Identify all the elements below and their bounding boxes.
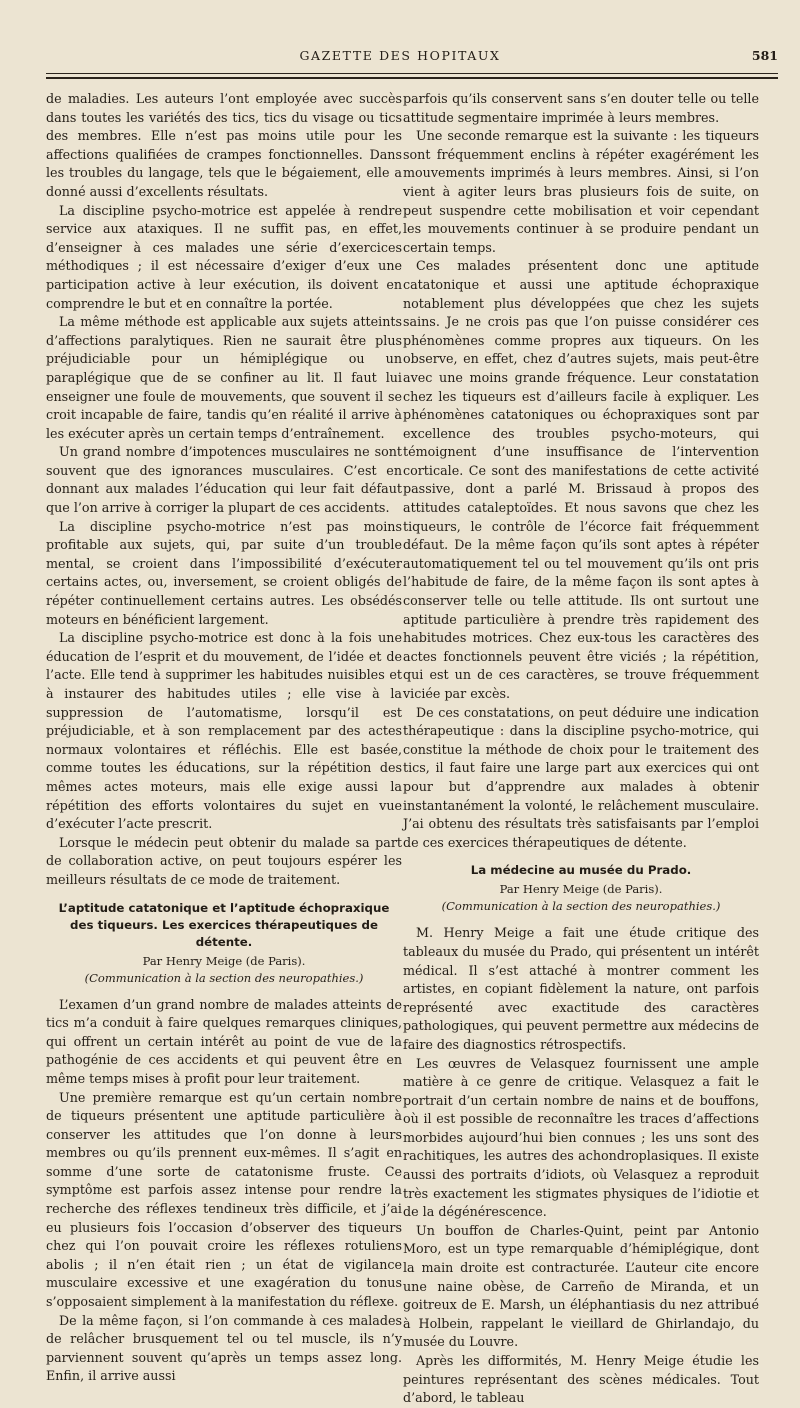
header-rule-top [46, 73, 778, 74]
paragraph: de maladies. Les auteurs l’ont employée avec succès dans toutes les variétés des tics, tics du visage ou tics des membres. Elle n’est pas moins utile pour les affections qualifiées de crampes fonctionnelles. Dans les troubles du langage, tels que le bégaiement, elle a donné aussi d’excellents résultats. [46, 91, 402, 199]
header-rule-bottom [46, 77, 778, 79]
paragraph: M. Henry Meige a fait une étude critique des tableaux du musée du Prado, qui présentent un intérêt médical. Il s’est attaché à montrer comment les artistes, en copiant fidèlement la nature, ont parfois représenté avec exactitude des caractères pathologiques, qui peuvent permettre aux médecins de faire des diagnostics rétrospectifs. [403, 925, 759, 1052]
paragraph: Une première remarque est qu’un certain nombre de tiqueurs présentent une aptitude particulière à conserver les attitudes que l’on donne à leurs membres ou qu’ils prennent eux-mêmes. Il s’agit en somme d’une sorte de catatonisme fruste. Ce symptôme est parfois assez intense pour rendre la recherche des réflexes tendineux très difficile, et j’ai eu plusieurs fois l’occasion d’observer des tiqueurs chez qui l’on pouvait croire les réflexes rotuliens abolis ; il n’en était rien ; un état de vigilance musculaire excessive et une exagération du tonus s’opposaient simplement à la manifestation du réflexe. [46, 1089, 402, 1310]
article-title: L’aptitude catatonique et l’aptitude échopraxique des tiqueurs. Les exercices thérapeutiques de détente. [58, 900, 390, 949]
journal-title: GAZETTE DES HOPITAUX [299, 48, 501, 63]
paragraph: Lorsque le médecin peut obtenir du malade sa part de collaboration active, on peut toujours espérer les meilleurs résultats de ce mode de traitement. [46, 834, 402, 887]
paragraph: Un grand nombre d’impotences musculaires ne sont souvent que des ignorances musculaires. C’est en donnant aux malades l’éducation qui leur fait défaut que l’on arrive à corriger la plupart de ces accidents. [46, 444, 402, 516]
paragraph: La discipline psycho-motrice n’est pas moins profitable aux sujets, qui, par suite d’un trouble mental, se croient dans l’impossibilité d’exécuter certains actes, ou, inversement, se croient obligés de répéter continuellement certains autres. Les obsédés moteurs en bénéficient largement. [46, 518, 402, 627]
paragraph: La même méthode est applicable aux sujets atteints d’affections paralytiques. Rien ne saurait être plus préjudiciable pour un hémiplégique ou un paraplégique que de se confiner au lit. Il faut lui enseigner une foule de mouvements, que souvent il se croit incapable de faire, tandis qu’en réalité il arrive à les exécuter après un certain temps d’entraînement. [46, 314, 402, 441]
article-note: (Communication à la section des neuropathies.) [84, 970, 364, 985]
running-header [0, 48, 800, 68]
article-title: La médecine au musée du Prado. [470, 863, 692, 878]
paragraph: La discipline psycho-motrice est appelée à rendre service aux ataxiques. Il ne suffit pas, en effet, d’enseigner à ces malades une série d’exercices méthodiques ; il est nécessaire d’exiger d’eux une participation active à leur exécution, ils doivent en comprendre le but et en connaître la portée. [46, 202, 402, 311]
paragraph: Après les difformités, M. Henry Meige étudie les peintures représentant des scènes médicales. Tout d’abord, le tableau [403, 1353, 759, 1406]
article-byline: Par Henry Meige (de Paris). [142, 953, 306, 968]
article-byline: Par Henry Meige (de Paris). [499, 882, 663, 897]
left-column [46, 90, 402, 1386]
paragraph: Un bouffon de Charles-Quint, peint par Antonio Moro, est un type remarquable d’hémiplégique, dont la main droite est contracturée. L’auteur cite encore une naine obèse, de Carreño de Miranda, et un goitreux de E. Marsh, un éléphantiasis du nez attribué à Holbein, rappelant le vieillard de Ghirlandajo, du musée du Louvre. [403, 1222, 759, 1350]
paragraph: L’examen d’un grand nombre de malades atteints de tics m’a conduit à faire quelques remarques cliniques, qui offrent un certain intérêt au point de vue de la pathogénie de ces accidents et qui peuvent être en même temps mises à profit pour leur traitement. [46, 996, 402, 1086]
page-number: 581 [751, 48, 778, 63]
paragraph: De ces constatations, on peut déduire une indication thérapeutique : dans la discipline psycho-motrice, qui constitue la méthode de choix pour le traitement des tics, il faut faire une large part aux exercices qui ont pour but d’apprendre aux malades à obtenir instantanément la volonté, le relâchement musculaire. J’ai obtenu des résultats très satisfaisants par l’emploi de ces exercices thérapeutiques de détente. [403, 704, 759, 850]
paragraph: La discipline psycho-motrice est donc à la fois une éducation de l’esprit et du mouvement, de l’idée et de l’acte. Elle tend à supprimer les habitudes nuisibles et à instaurer des habitudes utiles ; elle vise à la suppression de l’automatisme, lorsqu’il est préjudiciable, et à son remplacement par des actes normaux volontaires et réfléchis. Elle est basée, comme toutes les éducations, sur la répétition des mêmes actes moteurs, mais elle exige aussi la répétition des efforts volontaires du sujet en vue d’exécuter l’acte prescrit. [46, 630, 402, 832]
article-note: (Communication à la section des neuropathies.) [441, 899, 721, 914]
paragraph: Les œuvres de Velasquez fournissent une ample matière à ce genre de critique. Velasquez a fait le portrait d’un certain nombre de nains et de bouffons, où il est possible de reconnaître les traces d’affections morbides aujourd’hui bien connues ; les uns sont des rachitiques, les autres des achondroplasiques. Il existe aussi des portraits d’idiots, où Velasquez a reproduit très exactement les stigmates physiques de l’idiotie et de la dégénérescence. [403, 1055, 759, 1220]
paragraph: De la même façon, si l’on commande à ces malades de relâcher brusquement tel ou tel muscle, ils n’y parviennent souvent qu’après un temps assez long. Enfin, il arrive aussi [46, 1312, 402, 1384]
paragraph: Une seconde remarque est la suivante : les tiqueurs sont fréquemment enclins à répéter exagérément les mouvements imprimés à leurs membres. Ainsi, si l’on vient à agiter leurs bras plusieurs fois de suite, on peut suspendre cette mobilisation et voir cependant les mouvements continuer à se produire pendant un certain temps. [403, 128, 759, 255]
paragraph: Ces malades présentent donc une aptitude catatonique et aussi une aptitude échopraxique notablement plus développées que chez les sujets sains. Je ne crois pas que l’on puisse considérer ces phénomènes comme propres aux tiqueurs. On les observe, en effet, chez d’autres sujets, mais peut-être avec une moins grande fréquence. Leur constatation chez les tiqueurs est d’ailleurs facile à expliquer. Les phénomènes catatoniques ou échopraxiques sont par excellence des troubles psycho-moteurs, qui témoignent d’une insuffisance de l’intervention corticale. Ce sont des manifestations de cette activité passive, dont a parlé M. Brissaud à propos des attitudes cataleptoïdes. Et nous savons que chez les tiqueurs, le contrôle de l’écorce fait fréquemment défaut. De la même façon qu’ils sont aptes à répéter automatiquement tel ou tel mouvement qu’ils ont pris l’habitude de faire, de la même façon ils sont aptes à conserver telle ou telle attitude. Ils ont surtout une aptitude particulière à prendre très rapidement des habitudes motrices. Chez eux-tous les caractères des actes fonctionnels peuvent être viciés ; la répétition, qui est un de ces caractères, se trouve fréquemment viciée par excès. [403, 258, 759, 701]
right-column [403, 90, 759, 1408]
paragraph: parfois qu’ils conservent sans s’en douter telle ou telle attitude segmentaire imprimée à leurs membres. [403, 91, 759, 125]
